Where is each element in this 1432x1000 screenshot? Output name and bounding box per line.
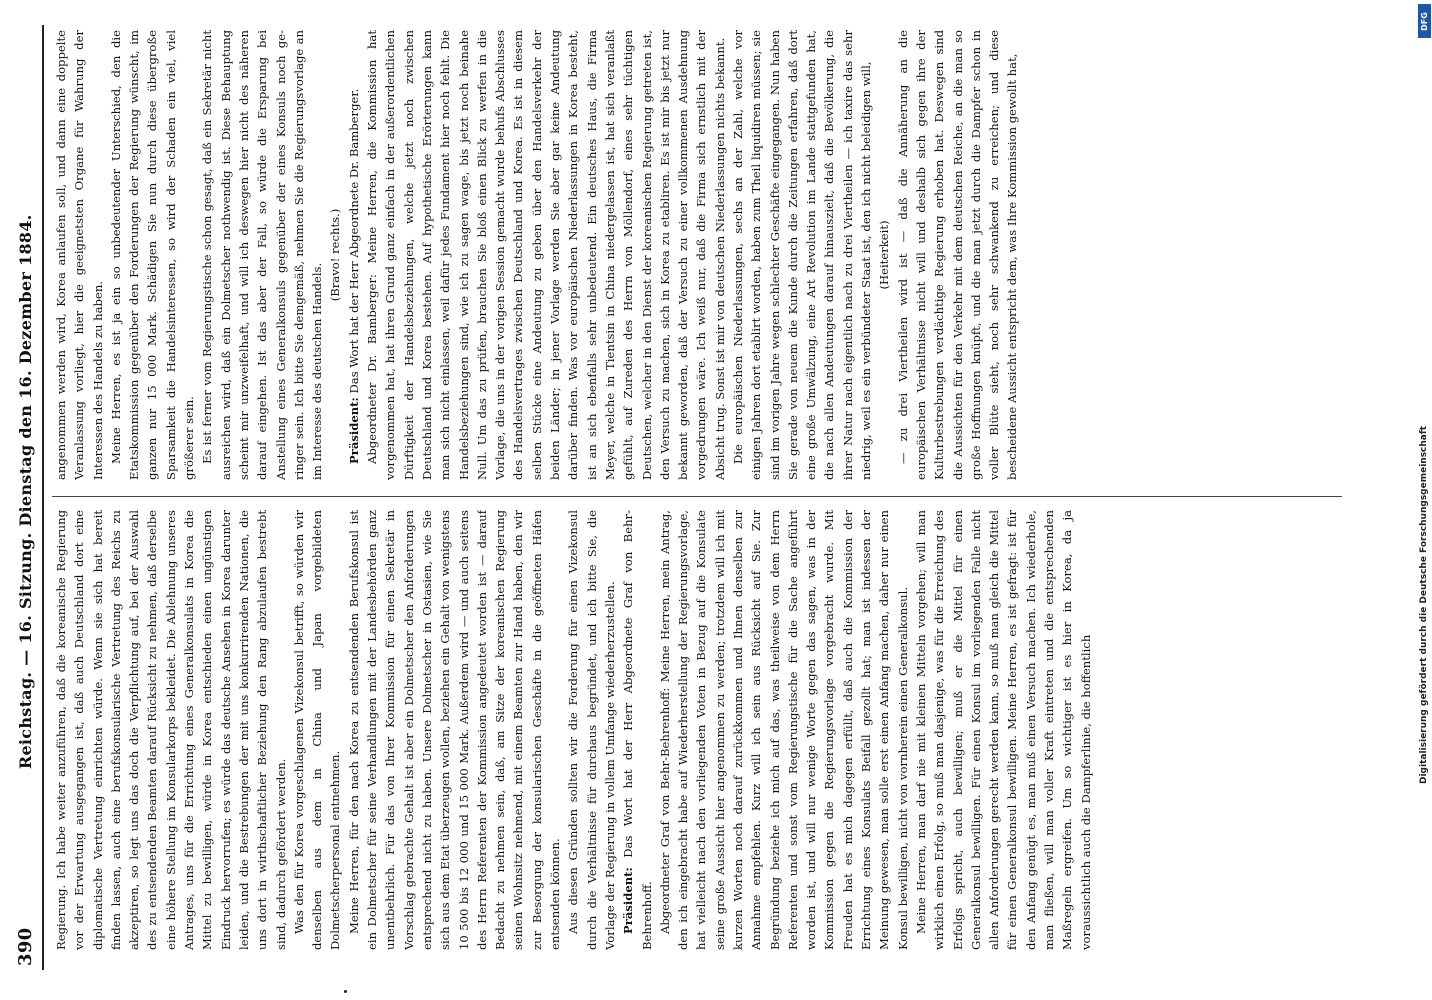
body-paragraph: Die europäischen Niederlassungen, sechs an der Zahl, welche vor einigen Jahren dort etablirt worden, haben zum Theil liquidiren müssen; sie sind im vorigen Jahre wegen schlechter Geschäfte eingegangen. Nun haben Sie gerade von neuem die Kunde durch die Zeitungen erfahren, daß dort eine große Umwälzung, eine Art Revolution im Lande stattgefunden hat, die nach allen Andeutungen darauf hinauszielt, daß die Bevölkerung, die ihrer Natur nach eigentlich nach zu drei Viertheilen — ich taxire das sehr niedrig, weil es ein verbündeter Staat ist, den ich nicht beleidigen will,	[730, 30, 874, 480]
body-paragraph: Regierung. Ich habe weiter anzuführen, daß die koreanische Regierung vor der Erwartung ausgegangen ist, daß auch Deutschland dort eine diplomatische Vertretung einrichten würde. Wenn sie sich hat bereit finden lassen, auch eine berufskonsularische Vertretung des Reichs zu akzeptiren, so legt uns das doch die Verpflichtung auf, bei der Auswahl des zu entsendenden Beamten darauf Rücksicht zu nehmen, daß derselbe eine höhere Stellung im Konsularkorps bekleidet. Die Ablehnung unseres Antrages, uns für die Errichtung eines Generalkonsulats in Korea die Mittel zu bewilligen, würde in Korea entschieden einen ungünstigen Eindruck hervorrufen; es würde das deutsche Ansehen in Korea darunter leiden, und die Bestrebungen der mit uns konkurrirenden Nationen, die uns dort in wirthschaftlicher Beziehung den Rang abzulaufen bestrebt sind, dadurch gefördert werden.	[54, 510, 288, 950]
page-number: 390	[14, 927, 36, 966]
body-paragraph: Es ist ferner vom Regierungstische schon gesagt, daß ein Sekretär nicht ausreichen wird, daß ein Dolmetscher nothwendig ist. Diese Behauptung scheint mir unzweifelhaft, und will ich deswegen hier nicht des näheren darauf eingehen. Ist das aber der Fall, so würde die Ersparung bei Anstellung eines Generalkonsuls gegenüber der eines Konsuls noch geringer sein. Ich bitte Sie demgemäß, nehmen Sie die Regierungsvorlage an im Interesse des deutschen Handels.	[200, 30, 325, 480]
page-header	[10, 26, 40, 966]
speaker-paragraph	[345, 30, 363, 480]
body-paragraph: Abgeordneter Graf von Behr-Behrenhoff: Meine Herren, mein Antrag, den ich eingebracht habe auf Wiederherstellung der Regierungsvorlage, hat vielleicht nach den vorliegenden Voten in Bezug auf die Konsulate seine große Aussicht hier angenommen zu werden; trotzdem will ich mit kurzen Worten noch darauf zurückkommen und Ihnen denselben zur Annahme empfehlen. Kurz will ich sein aus Rücksicht auf Sie. Zur Begründung beziehe ich mich auf das, was theilweise von dem Herrn Referenten und sonst vom Regierungstische für die Sache angeführt worden ist, und will nur wenige Worte gegen das sagen, was in der Kommission gegen die Regierungsvorlage vorgebracht wurde. Mit Freuden hat es mich dagegen erfüllt, daß auch die Kommission der Errichtung eines Konsulats Beifall gezollt hat; man ist indessen der Meinung gewesen, man solle erst einen Anfang machen, daher nur einen Konsul bewilligen, nicht von vornherein einen Generalkonsul.	[657, 510, 910, 950]
speaker-name: Präsident:	[346, 397, 361, 464]
speaker-paragraph	[619, 510, 656, 950]
digitization-credit-text: Digitalisierung gefördert durch die Deutsche Forschungsgemeinschaft	[1419, 425, 1429, 784]
left-text-column	[52, 510, 1352, 950]
speaker-name: Präsident:	[621, 867, 636, 934]
digitization-credit	[1418, 4, 1432, 994]
body-paragraph: — zu drei Viertheilen wird ist — daß die Annäherung an die europäischen Verhältnisse nicht will und deshalb sich gegen ihre der Kulturbestrebungen verdächtige Regierung erhoben hat. Deswegen sind die Aussichten für den Verkehr mit dem deutschen Reiche, an die man so große Hoffnungen knüpft, und die man jetzt durch die Dampfer schon in voller Blüte sieht, noch sehr schwankend zu erreichen; und diese bescheidene Aussicht entspricht dem, was Ihre Kommission gewollt hat,	[895, 30, 1020, 480]
page-header-title: Reichstag. — 16. Sitzung. Dienstag den 16. Dezember 1884.	[15, 214, 35, 770]
applause-note: (Bravo! rechts.)	[328, 208, 343, 302]
body-paragraph: Meine Herren, man darf nie mit kleinen Mitteln vorgehen; will man wirklich einen Erfolg, so muß man dasjenige, was für die Erreichung des Erfolgs spricht, auch bewilligen; muß er die Mittel für einen Generalkonsul bewilligen. Für einen Konsul im vorliegenden Falle nicht allen Anforderungen gerecht werden kann, so muß man gleich die Mittel für einen Generalkonsul bewilligen. Meine Herren, es ist gefragt: ist für den Anfang genügt es, man muß einen Versuch machen. Ich wiederhole, man fließen, will man voller Kraft eintreten und die entsprechenden Maßregeln ergreifen. Um so wichtiger ist es hier in Korea, da ja voraussichtlich auch die Dampferlinie, die hoffentlich	[913, 510, 1093, 950]
header-rule	[42, 25, 44, 970]
body-paragraph: Abgeordneter Dr. Bamberger: Meine Herren, die Kommission hat vorgenommen hat, hat ihren Grund ganz einfach in der außerordentlichen Dürftigkeit der Handelsbeziehungen, welche jetzt noch zwischen Deutschland und Korea bestehen. Auf hypothetische Erörterungen kann man sich nicht einlassen, weil dafür jedes Fundament hier noch fehlt. Die Handelsbeziehungen sind, wie ich zu sagen wage, bis jetzt noch beinahe Null. Um das zu prüfen, brauchen Sie bloß einen Blick zu werfen in die Vorlage, die uns in der vorigen Session gemacht wurde behufs Abschlusses des Handelsvertrages zwischen Deutschland und Korea. Es ist in diesem selben Stücke eine Andeutung zu geben über den Handelsverkehr der beiden Länder; in jener Vorlage werden Sie aber gar keine Andeutung darüber finden. Was vor europäischen Niederlassungen in Korea besteht, ist an sich ebenfalls sehr unbedeutend. Ein deutsches Haus, die Firma Meyer, welche in Tientsin in China niedergelassen ist, hat sich veranlaßt gefühlt, auf Zureden des Herrn von Möllendorf, eines sehr tüchtigen Deutschen, welcher in den Dienst der koreanischen Regierung getreten ist, den Versuch zu machen, sich in Korea zu etabliren. Es ist mir bis jetzt nur bekannt geworden, daß der Versuch zu einer vollkommenen Ausdehnung vorgedrungen wäre. Ich weiß nur, daß die Firma sich ernstlich mit der Absicht trug. Sonst ist mir von deutschen Niederlassungen nichts bekannt.	[365, 30, 727, 480]
dfg-logo-text: DFG	[1420, 11, 1430, 31]
body-paragraph: Aus diesen Gründen sollten wir die Forderung für einen Vizekonsul durch die Verhältnisse für durchaus begründet, und ich bitte Sie, die Vorlage der Regierung in vollem Umfange wiederherzustellen.	[566, 510, 617, 950]
right-text-column	[52, 30, 1352, 480]
applause-note: (Heiterkeit)	[877, 220, 892, 290]
body-paragraph: Meine Herren, es ist ja ein so unbedeutender Unterschied, den die Etatskommission gegenüber den Forderungen der Regierung wünscht, im ganzen nur 15 000 Mark. Schädigen Sie nun durch diese übergroße Sparsamkeit die Handelsinteressen, so wird der Schaden ein viel, viel größerer sein.	[108, 30, 197, 480]
body-paragraph: Meine Herren, für den nach Korea zu entsendenden Berufskonsul ist ein Dolmetscher für seine Verhandlungen mit der Landesbehörden ganz unentbehrlich. Für das von Ihrer Kommission für einen Sekretär in Vorschlag gebrachte Gehalt ist aber ein Dolmetscher den Anforderungen entsprechend nicht zu haben. Unsere Dolmetscher in Ostasien, wie Sie sich aus dem Etat überzeugen wollen, beziehen ein Gehalt von wenigstens 10 500 bis 12 000 und 15 000 Mark. Außerdem wird — und auch seitens des Herrn Referenten der Kommission angedeutet worden ist — darauf Bedacht zu nehmen sein, daß, am Sitze der koreanischen Regierung seinen Wohnsitz nehmend, mit einem Beamten zur Hand haben, den wir zur Besorgung der konsularischen Geschäfte in die geöffneten Häfen entsenden können.	[346, 510, 563, 950]
speaker-text: Das Wort hat der Herr Abgeordnete Graf von Behr-Behrenhoff.	[621, 510, 654, 950]
body-paragraph: angenommen werden wird, Korea anlaufen soll, und dann eine doppelte Veranlassung vorliegt, hier die geeignetsten Organe für Wahrung der Interessen des Handels zu haben.	[54, 30, 105, 480]
body-paragraph: Was den für Korea vorgeschlagenen Vizekonsul betrifft, so würden wir denselben aus dem in China und Japan vorgebildeten Dolmetscherpersonal entnehmen.	[291, 510, 343, 950]
dfg-logo	[1418, 4, 1431, 38]
column-separator	[52, 496, 1342, 497]
speaker-text: Das Wort hat der Herr Abgeordnete Dr. Bamberger.	[346, 88, 361, 394]
scan-speck	[344, 990, 347, 993]
